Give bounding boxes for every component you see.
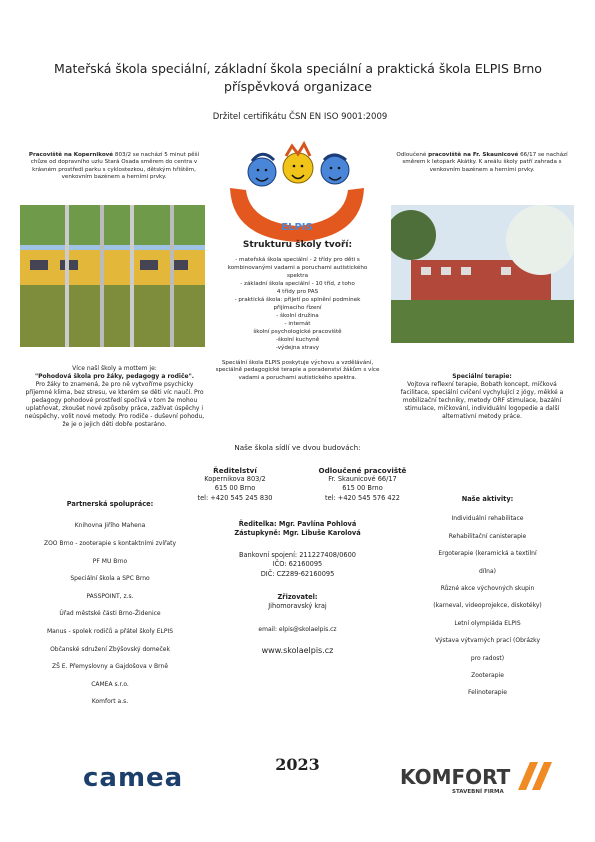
activity-item: (karneval, videoprojekce, diskotéky) <box>433 602 542 610</box>
partner-item: Komfort a.s. <box>91 698 129 706</box>
therapies-text: Vojtova reflexní terapie, Bobath koncept, míčková facilitace, speciální cvičení vychylující z jógy, měkké a mobilizační techniky, metody ORF stimulace, bazální stimulace, míčkování, individuální logopedie a další alternativní metody práce. <box>400 381 564 420</box>
based-text: Naše škola sídlí ve dvou budovách: <box>234 443 361 452</box>
structure-block <box>215 240 380 382</box>
partner-item: Knihovna Jiřího Mahena <box>74 522 146 530</box>
reditelstvi-block <box>180 466 290 503</box>
odloucene-line: 615 00 Brno <box>342 484 383 493</box>
structure-line: -školní kuchyně <box>275 337 320 343</box>
partner-item: PASSPOINT, z.s. <box>86 592 134 600</box>
right-top-text <box>388 152 576 174</box>
partner-item: Úřad městské části Brno-Židenice <box>59 610 161 618</box>
activity-item: Zooterapie <box>471 672 504 680</box>
certificate-text: Držitel certifikátu ČSN EN ISO 9001:2009 <box>212 112 388 122</box>
bank-line: Bankovní spojení: 211227408/0600 <box>238 550 356 559</box>
left-top-bold: Pracoviště na Kopernikové <box>28 152 114 158</box>
founder-text: Jihomoravský kraj <box>268 602 327 611</box>
structure-line: přijímacího řízení <box>273 305 322 311</box>
structure-heading: Strukturu školy tvoří: <box>242 240 353 250</box>
activity-item: Různé akce výchovných skupin <box>440 585 535 593</box>
partner-item: Manus - spolek rodičů a přátel školy ELPIS <box>46 627 174 635</box>
structure-line: 4 třídy pro PAS <box>276 289 319 295</box>
motto-quote: "Pohodová škola pro žáky, pedagogy a rodiče". <box>34 373 195 380</box>
komfort-logo <box>400 765 565 805</box>
reditelstvi-line: tel: +420 545 245 830 <box>197 493 273 502</box>
activity-item: Letní olympiáda ELPIS <box>454 619 521 627</box>
reditelstvi-line: 615 00 Brno <box>214 484 256 493</box>
activity-item: pro radost) <box>470 654 505 662</box>
activity-item: Individuální rehabilitace <box>451 515 524 523</box>
partner-item: PF MU Brno <box>92 557 128 565</box>
activity-item: Výstava výtvarných prací (Obrázky <box>435 637 540 645</box>
structure-line: - školní družina <box>276 313 319 319</box>
structure-line: -výdejna stravy <box>275 345 320 351</box>
left-top-body: 803/2 se nachází 5 minut pěší chůze od dopravního uzlu Stará Osada směrem do centra v krásném prostředí parku s cyklostezkou, dětským hřištěm, venkovním bazénem a herními prvky. <box>30 152 200 181</box>
structure-line: spektra <box>286 273 309 279</box>
therapies-block <box>392 373 572 421</box>
partner-item: ZŠ E. Přemyslovny a Gajdošova v Brně <box>51 663 169 671</box>
title-line2: příspěvková organizace <box>224 79 372 94</box>
activities-heading: Naše aktivity: <box>461 495 514 503</box>
director-text: Ředitelka: Mgr. Pavlína Pohlová <box>238 520 357 528</box>
photo-kopernikova <box>20 205 205 347</box>
left-top-text <box>20 152 208 182</box>
structure-line: kombinovanými vadami a poruchami autistického <box>227 265 368 271</box>
web-text: www.skolaelpis.cz <box>261 645 334 655</box>
logo-text: ELPIS <box>281 222 313 233</box>
right-top-pre: Odloučené <box>396 152 429 158</box>
partner-item: Speciální škola a SPC Brno <box>70 575 150 583</box>
activity-item: Rehabilitační canisterapie <box>448 532 527 540</box>
title-line1: Mateřská škola speciální, základní škola speciální a praktická škola ELPIS Brno <box>54 61 542 76</box>
therapies-heading: Speciální terapie: <box>452 373 512 380</box>
partner-item: Občanské sdružení Zbýšovský domeček <box>50 645 170 653</box>
partners-heading: Partnerská spolupráce: <box>66 500 154 508</box>
structure-note: Speciální škola ELPIS poskytuje výchovu a vzdělávání, speciálně pedagogické terapie a poradenství žákům s více vadami a poruchami autistického spektra. <box>215 360 380 381</box>
year-text: 2023 <box>275 755 320 774</box>
partner-item: ZOO Brno - zooterapie s kontaktními zvířaty <box>43 540 177 547</box>
reditelstvi-heading: Ředitelství <box>213 466 257 475</box>
contacts-block <box>200 520 395 655</box>
elpis-logo <box>222 138 372 248</box>
deputy-text: Zástupkyně: Mgr. Libuše Karolová <box>234 529 361 538</box>
building-photo-left <box>20 205 205 347</box>
activity-item: Felinoterapie <box>468 689 507 697</box>
founder-heading: Zřizovatel: <box>277 593 318 602</box>
structure-line: - mateřská škola speciální - 2 třídy pro děti s <box>235 257 360 263</box>
bank-line: DIČ: CZ289-62160095 <box>260 569 335 578</box>
reditelstvi-line: Kopernikova 803/2 <box>204 475 266 483</box>
email-text: email: elpis@skolaelpis.cz <box>258 625 337 633</box>
partners-block <box>20 500 200 711</box>
partner-item: CAMEA s.r.o. <box>91 680 129 688</box>
page-title <box>18 60 578 96</box>
structure-line: školní psychologické pracoviště <box>253 329 342 335</box>
structure-lines <box>215 256 380 352</box>
odloucene-line: tel: +420 545 576 422 <box>325 493 400 502</box>
activities-list <box>400 510 575 701</box>
right-top-bold: pracoviště na Fr. Skaunicové <box>428 152 519 158</box>
activity-item: dílna) <box>479 567 496 575</box>
odloucene-heading: Odloučené pracoviště <box>318 466 407 475</box>
right-top-body: 66/17 se nachází směrem k letopark Akátky. K areálu školy patří zahrada s venkovním bazénem a herními prvky. <box>402 152 568 173</box>
activities-block <box>400 495 575 702</box>
structure-line: - základní škola speciální - 10 tříd, z toho <box>240 281 355 287</box>
structure-line: - praktická škola: přijetí po splnění podmínek <box>234 297 361 303</box>
structure-line: - internát <box>284 321 311 327</box>
motto-intro: Více naší školy a mottem je: <box>72 365 157 372</box>
photo-skaunicove <box>391 205 574 343</box>
odloucene-line: Fr. Skaunicové 66/17 <box>328 475 397 483</box>
komfort-text: KOMFORT <box>400 765 511 789</box>
motto-block <box>22 365 207 429</box>
komfort-subtext: STAVEBNÍ FIRMA <box>452 789 504 795</box>
partners-list <box>20 517 200 711</box>
komfort-stripes-icon <box>518 762 560 790</box>
activity-item: Ergoterapie (keramická a textilní <box>438 550 537 558</box>
building-photo-right <box>391 205 574 343</box>
bank-line: IČO: 62160095 <box>272 560 323 569</box>
motto-text: Pro žáky to znamená, že pro ně vytvoříme psychicky příjemné klima, bez stresu, ve kterém se děti víc naučí. Pro pedagogy pohodové prostředí spočívá v tom že mohou uplatňovat, zkoušet nové způsoby práce, zažívat úspěchy i neúspěchy, volit nové metody. Pro rodiče - duševní pohodu, že je o jejich děti dobře postaráno. <box>24 381 205 428</box>
camea-logo: camea <box>83 763 184 793</box>
